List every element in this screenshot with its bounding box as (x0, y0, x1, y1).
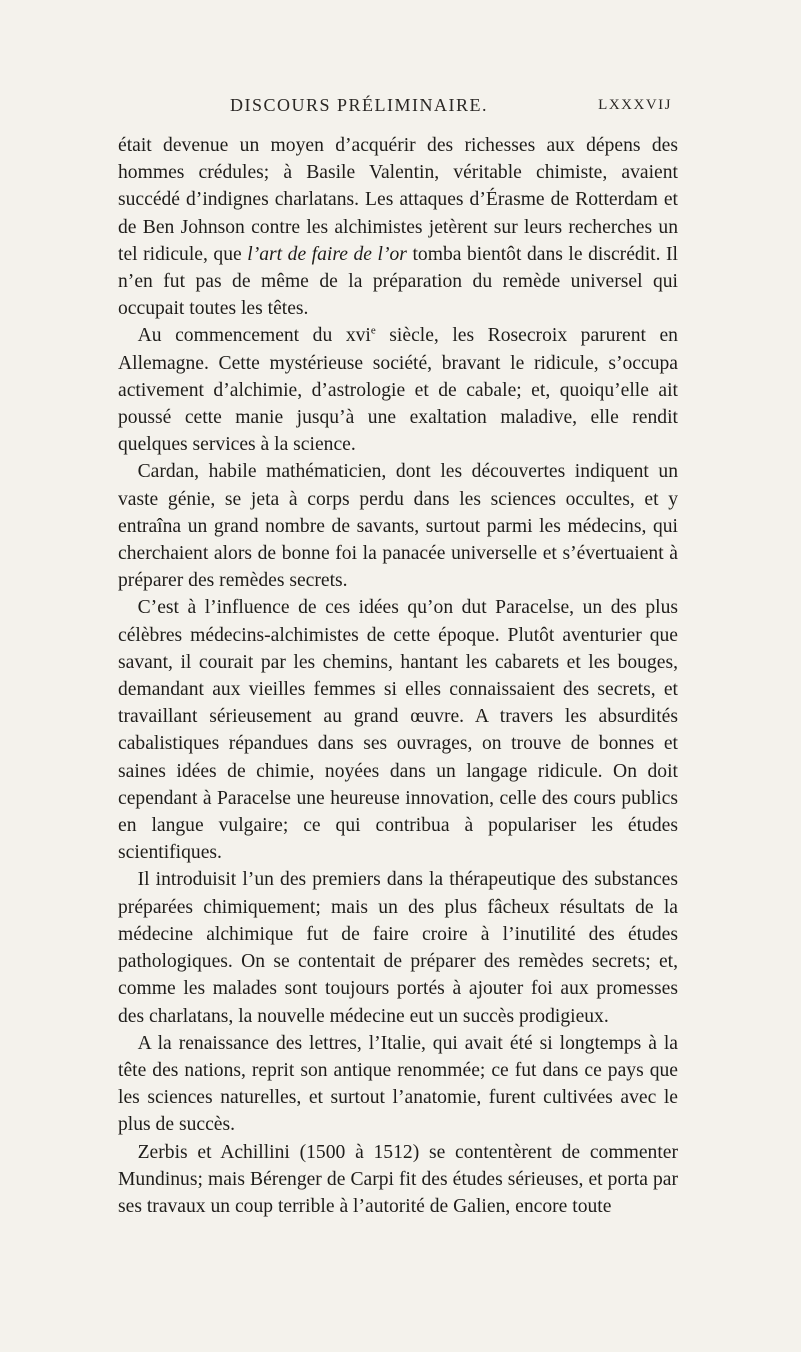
emphasis-phrase: l’art de faire de l’or (247, 243, 407, 265)
paragraph-1: était devenue un moyen d’acquérir des richesses aux dépens des hommes crédules; à Basile Valentin, véritable chimiste, avaient succédé d’indignes charlatans. Les attaques d’Érasme de Rotterdam et de Ben Johnson contre les alchimistes jetèrent sur leurs recherches un tel ridicule, que l’art de faire de l’or tomba bientôt dans le discrédit. Il n’en fut pas de même de la préparation du remède universel qui occupait toutes les têtes. (118, 135, 678, 320)
paragraph-6: A la renaissance des lettres, l’Italie, qui avait été si longtemps à la tête des nations, reprit son antique renommée; ce fut dans ce pays que les sciences naturelles, et surtout l’anatomie, furent cultivées avec le plus de succès. (118, 1032, 678, 1136)
paragraph-7: Zerbis et Achillini (1500 à 1512) se contentèrent de commenter Mundinus; mais Bérenger de Carpi fit des études sérieuses, et porta par ses travaux un coup terrible à l’autorité de Galien, encore toute (118, 1141, 678, 1217)
body-text (118, 132, 678, 1220)
page-header (230, 95, 672, 125)
paragraph-3: Cardan, habile mathématicien, dont les découvertes indiquent un vaste génie, se jeta à corps perdu dans les sciences occultes, et y entraîna un grand nombre de savants, surtout parmi les médecins, qui cherchaient alors de bonne foi la panacée universelle et s’évertuaient à préparer des remèdes secrets. (118, 461, 678, 592)
paragraph-2: Au commencement du xvi$^e$ siècle, les Rosecroix parurent en Allemagne. Cette mystérieuse société, bravant le ridicule, s’occupa activement d’alchimie, d’astrologie et de cabale; et, quoiqu’elle ait poussé cette manie jusqu’à une exaltation maladive, elle rendit quelques services à la science. (118, 324, 678, 456)
paragraph-5: Il introduisit l’un des premiers dans la thérapeutique des substances préparées chimiquement; mais un des plus fâcheux résultats de la médecine alchimique fut de faire croire à l’inutilité des études pathologiques. On se contentait de préparer des remèdes secrets; et, comme les malades sont toujours portés à ajouter foi aux promesses des charlatans, la nouvelle médecine eut un succès prodigieux. (118, 869, 678, 1027)
running-head: DISCOURS PRÉLIMINAIRE. (230, 95, 489, 115)
superscript: e (370, 324, 376, 337)
paragraph-4: C’est à l’influence de ces idées qu’on dut Paracelse, un des plus célèbres médecins-alchimistes de cette époque. Plutôt aventurier que savant, il courait par les chemins, hantant les cabarets et les bouges, demandant aux vieilles femmes si elles connaissaient des secrets, et travaillant sérieusement au grand œuvre. A travers les absurdités cabalistiques répandues dans ses ouvrages, on trouve de bonnes et saines idées de chimie, noyées dans un langage ridicule. On doit cependant à Paracelse une heureuse innovation, celle des cours publics en langue vulgaire; ce qui contribua à populariser les études scientifiques. (118, 597, 678, 864)
page-number: LXXXVIJ (598, 97, 672, 113)
